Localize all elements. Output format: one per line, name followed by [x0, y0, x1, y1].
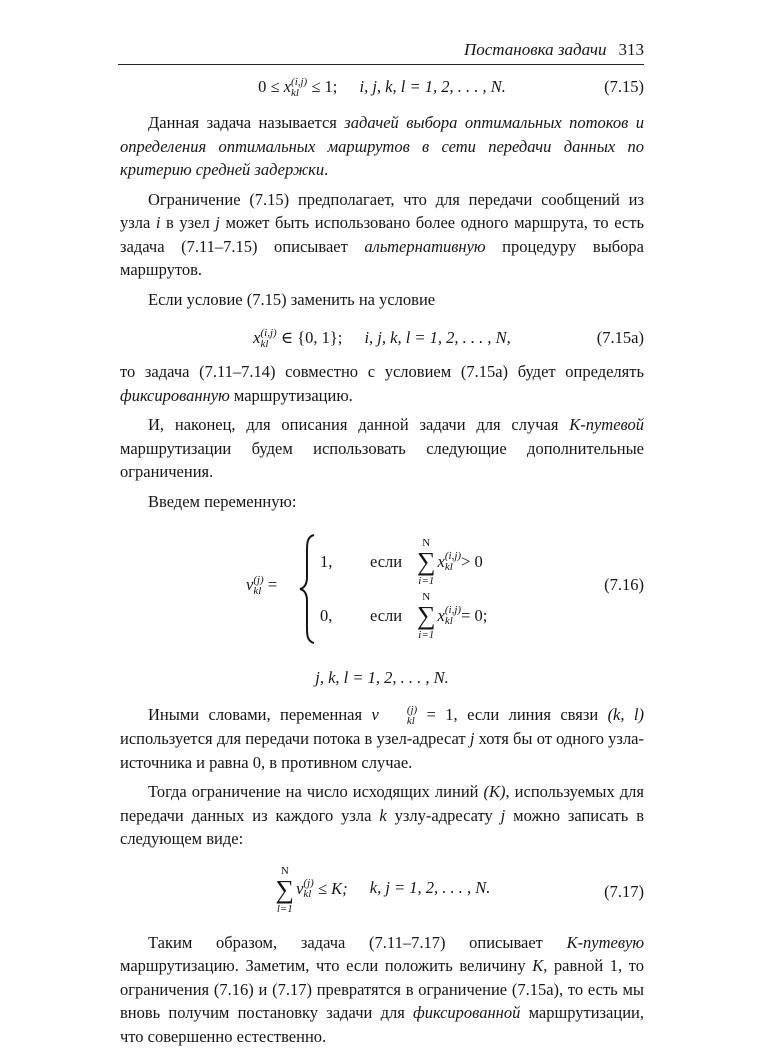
case-2-sum-top: N [422, 591, 430, 603]
running-header [118, 40, 644, 65]
eq-7-15-scripts [291, 77, 307, 99]
eq-7-15a-x: x [253, 328, 260, 347]
left-brace [298, 533, 318, 645]
eq-7-15a-indices: i, j, k, l = 1, 2, . . . , N, [364, 328, 510, 347]
case-2-value: 0, [320, 606, 370, 626]
eq-7-17-rhs: ≤ K; [314, 878, 348, 897]
eq-7-15a-set: ∈ {0, 1}; [277, 328, 343, 347]
paragraph-4 [120, 360, 644, 407]
case-2-condition-word: если [370, 606, 415, 626]
eq-7-15-x: x [284, 77, 291, 96]
case-1-sum [417, 537, 436, 587]
p7-nu: ν [371, 705, 378, 724]
p7-text-2: = 1, если линия связи [417, 705, 607, 724]
eq-7-17-sum-top: N [281, 865, 289, 877]
eq-7-15a-scripts [261, 328, 277, 350]
eq-7-16-equals: = [264, 575, 277, 594]
p4-text-1: то задача (7.11–7.14) совместно с условием (7.15а) будет определять [120, 362, 644, 381]
p2-text-5: процедуру выбора маршрутов. [120, 237, 644, 280]
eq-7-16-indices-line [120, 667, 644, 689]
case-1-sub: kl [445, 562, 461, 573]
p8-text-1: Тогда ограничение на число исходящих линий [148, 782, 484, 801]
p8-text-3: узлу-адресату [387, 806, 501, 825]
case-2-sup: (i,j) [445, 605, 461, 616]
p2-var-i: i [156, 213, 161, 232]
p8-text-4: можно записать в следующем виде: [120, 806, 644, 849]
eq-7-15-number: (7.15) [604, 76, 644, 98]
eq-7-17-indices: k, j = 1, 2, . . . , N. [370, 878, 491, 897]
p4-text-3: маршрутизацию. [230, 386, 353, 405]
eq-7-17-number: (7.17) [604, 881, 644, 903]
eq-7-15a-number: (7.15a) [597, 327, 644, 349]
p1-text-3: . [324, 160, 328, 179]
eq-7-17-sum [276, 865, 295, 915]
p2-text-2: в узел [160, 213, 215, 232]
p7-text-1: Иными словами, переменная [148, 705, 371, 724]
p4-italic-term: фиксированную [120, 386, 230, 405]
equation-7-15 [120, 76, 644, 99]
p6-text: Введем переменную: [148, 492, 296, 511]
eq-7-15-rhs: ≤ 1; [307, 77, 337, 96]
p5-italic-term: К-путевой [569, 415, 644, 434]
eq-7-17-sub: kl [303, 889, 313, 900]
p2-var-j: j [215, 213, 220, 232]
p9-text-6: маршрутизации, что совершенно естественно. [120, 1003, 644, 1046]
paragraph-1 [120, 111, 644, 182]
eq-7-16-sup: (j) [253, 575, 263, 586]
p7-sup: (j) [379, 705, 417, 716]
paragraph-5 [120, 413, 644, 484]
case-1-sup: (i,j) [445, 551, 461, 562]
eq-7-16-scripts [253, 575, 263, 597]
case-2-sum [417, 591, 436, 641]
case-2-sub: kl [445, 616, 461, 627]
eq-7-15-indices: i, j, k, l = 1, 2, . . . , N. [360, 77, 506, 96]
p9-text-3: маршрутизацию. Заметим, что если положить величину [120, 956, 532, 975]
p1-text-1: Данная задача называется [148, 113, 344, 132]
equation-7-16 [120, 531, 644, 649]
eq-7-16-case-1 [320, 537, 483, 587]
page-number: 313 [619, 40, 645, 59]
eq-7-16-indices: j, k, l = 1, 2, . . . , N. [315, 668, 449, 687]
eq-7-16-number: (7.16) [604, 575, 644, 595]
case-2-x: x [438, 606, 445, 626]
eq-7-15-sub: kl [291, 88, 307, 99]
sum-sigma-icon: ∑ [417, 549, 436, 575]
eq-7-15-lhs: 0 ≤ [258, 77, 284, 96]
page-content [120, 70, 644, 1048]
eq-7-17-scripts [303, 878, 313, 900]
eq-7-16-lhs [246, 575, 277, 597]
p7-text-4: хотя бы от одного узла-источника и равна 0, в противном случае. [120, 729, 644, 772]
sum-sigma-icon: ∑ [417, 603, 436, 629]
eq-7-16-sub: kl [253, 586, 263, 597]
eq-7-15-sup: (i,j) [291, 77, 307, 88]
p5-text-1: И, наконец, для описания данной задачи для случая [148, 415, 569, 434]
eq-7-17-sum-bottom: l=1 [277, 903, 293, 915]
paragraph-8 [120, 780, 644, 851]
case-2-rhs: = 0; [461, 606, 487, 626]
eq-7-16-case-2 [320, 591, 487, 641]
case-1-scripts [445, 551, 461, 573]
eq-7-17-sup: (j) [303, 878, 313, 889]
sum-sigma-icon: ∑ [276, 877, 295, 903]
paragraph-6 [120, 490, 644, 514]
p1-italic-term: задачей выбора оптимальных потоков и определения оптимальных маршрутов в сети передачи данных по критерию средней задержки [120, 113, 644, 179]
p7-var-j: j [470, 729, 475, 748]
paragraph-9 [120, 931, 644, 1048]
case-2-scripts [445, 605, 461, 627]
p9-var-K: K [532, 956, 543, 975]
paragraph-2 [120, 188, 644, 282]
p9-text-1: Таким образом, задача (7.11–7.17) описывает [148, 933, 567, 952]
eq-7-15a-sup: (i,j) [261, 328, 277, 339]
p5-text-3: маршрутизации будем использовать следующие дополнительные ограничения. [120, 439, 644, 482]
paragraph-3 [120, 288, 644, 312]
eq-7-15a-sub: kl [261, 339, 277, 350]
p2-italic-term: альтернативную [364, 237, 485, 256]
p2-text-1: Ограничение (7.15) предполагает, что для передачи сообщений из узла [120, 190, 644, 233]
p8-var-k: k [379, 806, 386, 825]
p8-var-j: j [501, 806, 506, 825]
p7-scripts [379, 705, 417, 727]
case-1-sum-bottom: i=1 [418, 575, 434, 587]
equation-7-15a [120, 327, 644, 350]
p2-text-3: может быть использовано более одного маршрута, то есть задача (7.11–7.15) описывает [120, 213, 644, 256]
case-1-x: x [438, 552, 445, 572]
p9-italic-term: К-путевую [567, 933, 644, 952]
p9-text-4: , равной 1, то ограничения (7.16) и (7.17) превратятся в ограничение (7.15а), то есть мы вновь получим постановку задачи для [120, 956, 644, 1022]
header-title: Постановка задачи [464, 40, 607, 59]
case-1-condition-word: если [370, 552, 415, 572]
paragraph-7 [120, 703, 644, 774]
case-1-value: 1, [320, 552, 370, 572]
case-2-sum-bottom: i=1 [418, 629, 434, 641]
eq-7-17-nu: ν [296, 878, 303, 897]
case-1-sum-top: N [422, 537, 430, 549]
p8-text-2: , используемых для передачи данных из каждого узла [120, 782, 644, 825]
eq-7-16-nu: ν [246, 575, 253, 594]
p9-italic-term-2: фиксированной [413, 1003, 520, 1022]
case-1-rhs: > 0 [461, 552, 483, 572]
p8-var-K: (K) [484, 782, 506, 801]
p7-text-3: используется для передачи потока в узел-адресат [120, 729, 470, 748]
equation-7-17 [120, 865, 644, 919]
p3-text: Если условие (7.15) заменить на условие [148, 290, 435, 309]
p7-link-kl: (k, l) [608, 705, 644, 724]
p7-sub: kl [379, 716, 417, 727]
